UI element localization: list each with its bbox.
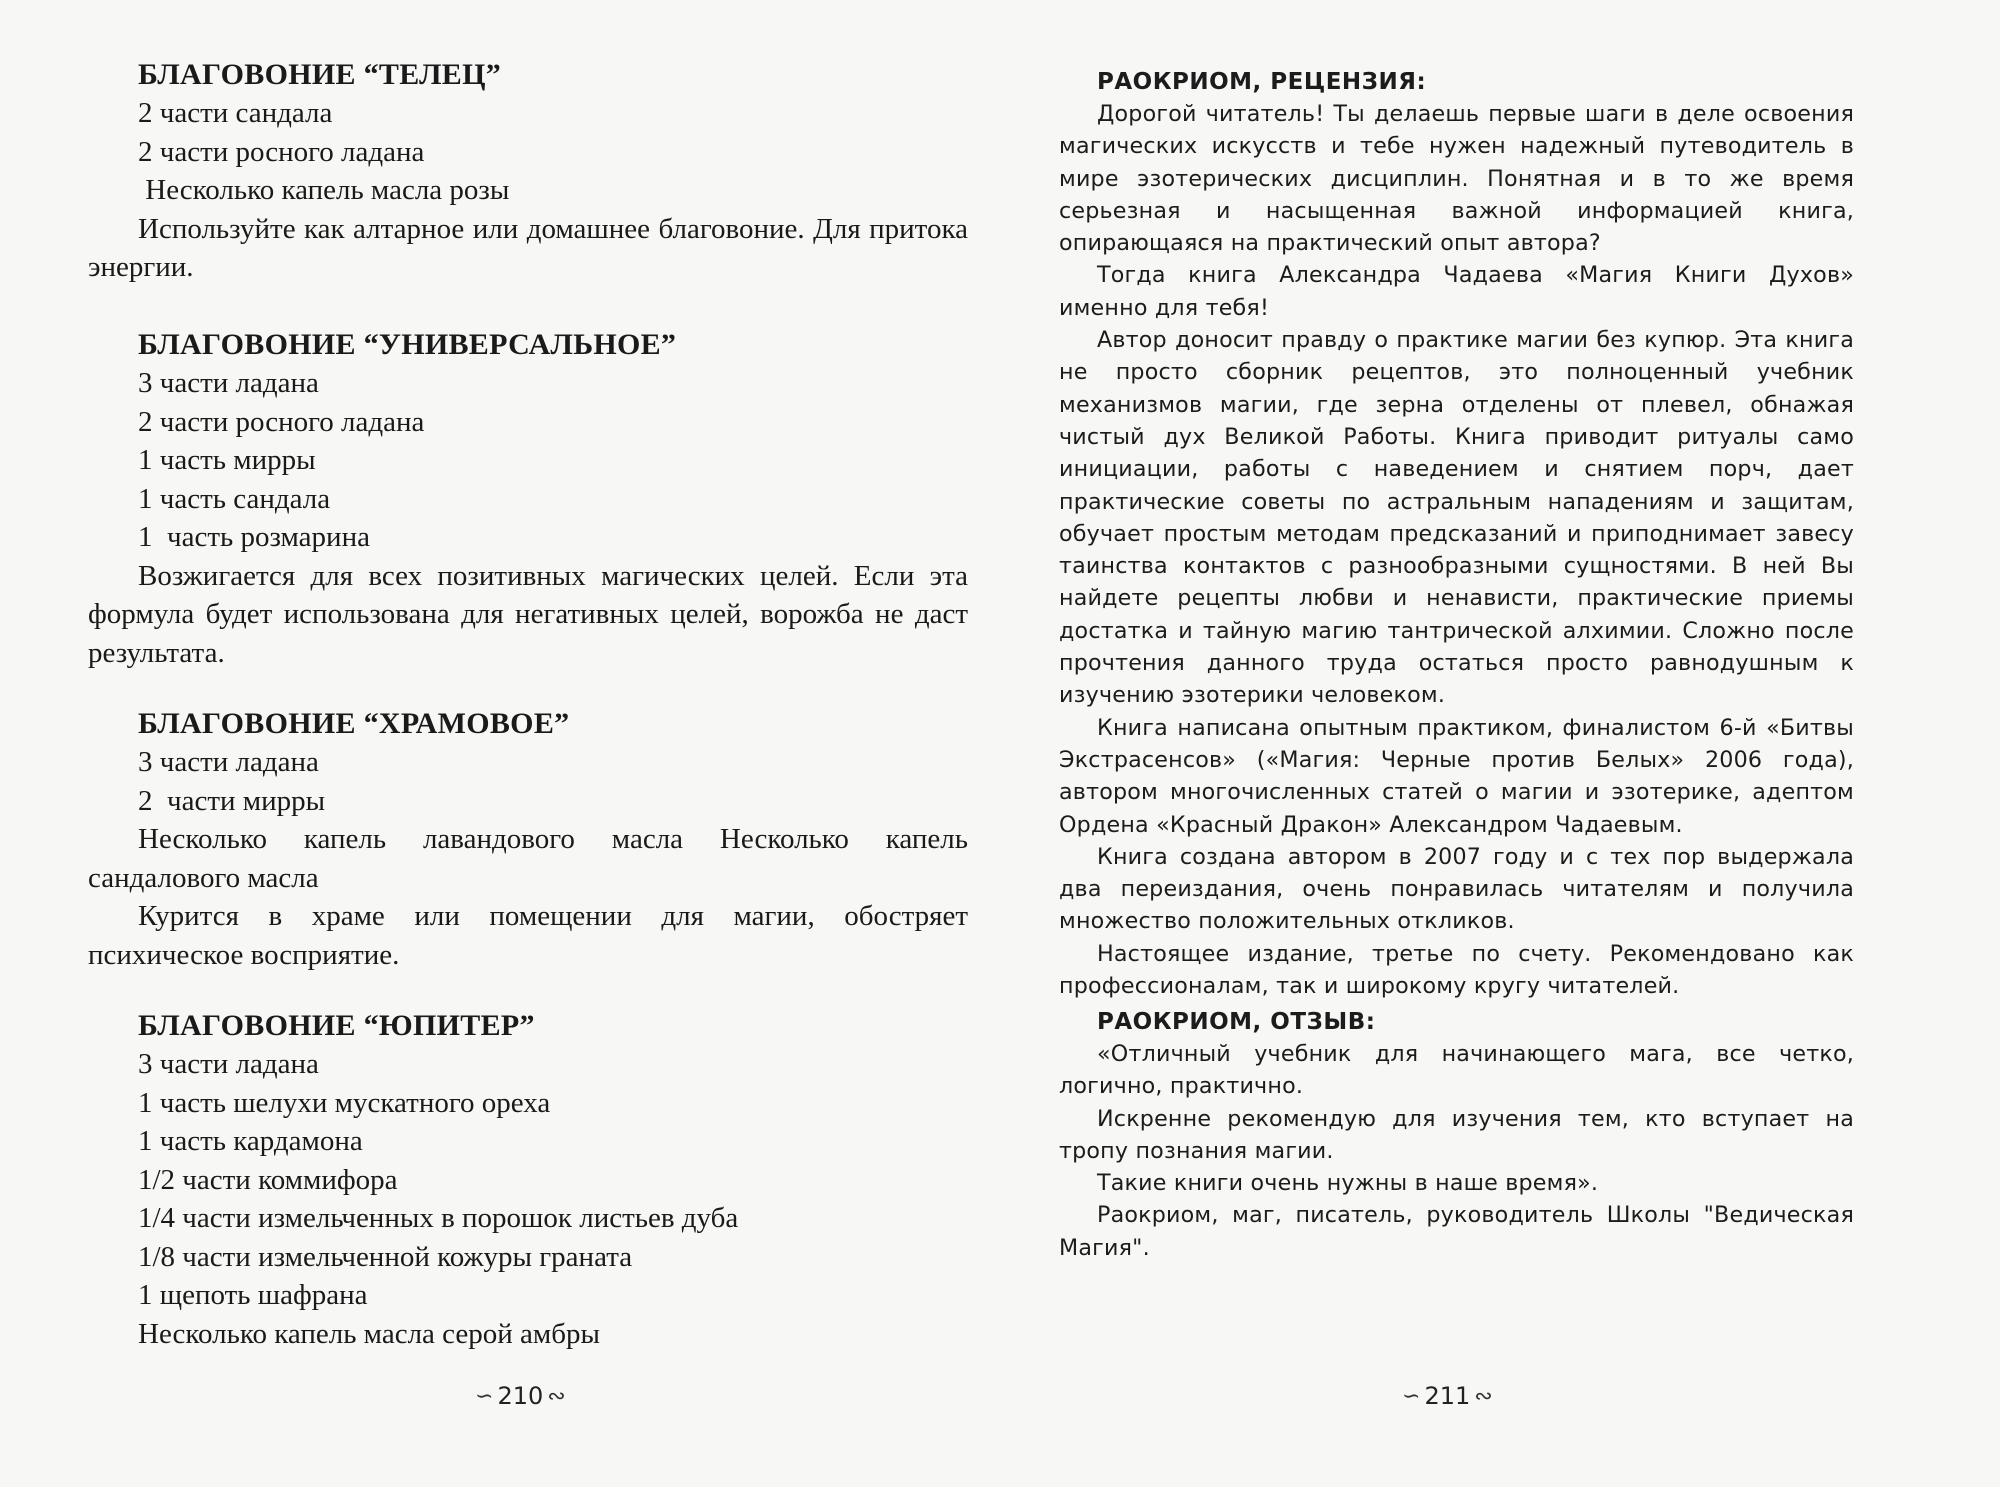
review-paragraph: Тогда книга Александра Чадаева «Магия Книги Духов» именно для тебя! [1059, 262, 1854, 321]
review-heading: РАОКРИОМ, РЕЦЕНЗИЯ: [1097, 69, 1427, 95]
recipe-section-jupiter [88, 1007, 968, 1353]
ornament-right-icon: ∾ [1474, 1383, 1493, 1409]
right-page [1000, 0, 2000, 1487]
ingredient-line: 1 часть мирры [138, 444, 316, 476]
recipe-title: БЛАГОВОНИЕ “ЮПИТЕР” [138, 1009, 535, 1042]
ornament-left-icon: ∽ [475, 1383, 494, 1409]
page-number-value: 211 [1424, 1382, 1471, 1410]
review-paragraph: Книга создана автором в 2007 году и с тех пор выдержала два переиздания, очень понравилась читателям и получила множество положительных откликов. [1059, 843, 1854, 935]
ingredient-line: 1/2 части коммифора [138, 1163, 398, 1196]
recipe-section-telec [88, 56, 968, 287]
review-paragraph: Автор доносит правду о практике магии без купюр. Эта книга не просто сборник рецептов, это полноценный учебник механизмов магии, где зерна отделены от плевел, обнажая чистый дух Великой Работы. Книга приводит ритуалы само инициации, работы с наведением и снятием порч, дает практические советы по астральным нападениям и защитам, обучает простым методам предсказаний и приподнимает завесу таинства контактов с разнообразными сущностями. В ней Вы найдете рецепты любви и ненависти, практические приемы достатка и тайную магию тантрической алхимии. Сложно после прочтения данного труда остаться просто равнодушным к изучению эзотерики человеком. [1059, 327, 1854, 709]
feedback-paragraph: «Отличный учебник для начинающего мага, все четко, логично, практично. [1059, 1041, 1854, 1100]
recipe-description: Используйте как алтарное или домашнее благовоние. Для притока энергии. [88, 212, 968, 283]
recipe-description: Возжигается для всех позитивных магических целей. Если эта формула будет использована для негативных целей, ворожба не даст результата. [88, 559, 968, 669]
ingredient-line: 2 части мирры [138, 784, 326, 817]
ingredient-line: 3 части ладана [138, 746, 319, 778]
ingredient-line: 1 часть розмарина [138, 521, 370, 553]
ingredient-line: 2 части росного ладана [138, 405, 425, 438]
recipe-extra: Несколько капель лавандового масла Несколько капель сандалового масла [88, 823, 968, 894]
recipe-section-universal [88, 326, 968, 672]
recipe-section-temple [88, 705, 968, 974]
review-paragraph: Настоящее издание, третье по счету. Рекомендовано как профессионалам, так и широкому кругу читателей. [1059, 940, 1854, 1000]
recipe-description: Курится в храме или помещении для магии, обостряет психическое восприятие. [88, 900, 968, 971]
ingredient-line: 1/8 части измельченной кожуры граната [138, 1240, 633, 1273]
feedback-paragraph: Искренне рекомендую для изучения тем, кто вступает на тропу познания магии. [1059, 1105, 1854, 1164]
ingredient-line: 3 части ладана [138, 367, 319, 399]
recipe-title: БЛАГОВОНИЕ “ТЕЛЕЦ” [138, 58, 502, 91]
recipe-title: БЛАГОВОНИЕ “ХРАМОВОЕ” [138, 707, 570, 740]
ingredient-line: 3 части ладана [138, 1048, 319, 1080]
ingredient-line: 1 щепоть шафрана [138, 1279, 368, 1311]
ornament-right-icon: ∾ [547, 1383, 566, 1409]
ornament-left-icon: ∽ [1402, 1383, 1421, 1409]
page-number [475, 1382, 566, 1410]
feedback-paragraph: Раокриом, маг, писатель, руководитель Школы "Ведическая Магия". [1059, 1202, 1854, 1261]
page-number [1402, 1382, 1493, 1410]
ingredient-line: Несколько капель масла серой амбры [138, 1317, 601, 1350]
feedback-paragraph: Такие книги очень нужны в наше время». [1097, 1170, 1599, 1197]
review-paragraph: Книга написана опытным практиком, финалистом 6-й «Битвы Экстрасенсов» («Магия: Черные против Белых» 2006 года), автором многочисленных статей о магии и эзотерике, адептом Ордена «Красный Дракон» Александром Чадаевым. [1059, 714, 1854, 838]
ingredient-line: 1 часть кардамона [138, 1125, 363, 1157]
ingredient-line: Несколько капель масла розы [138, 174, 510, 206]
review-paragraph: Дорогой читатель! Ты делаешь первые шаги в деле освоения магических искусств и тебе нужен надежный путеводитель в мире эзотерических дисциплин. Понятная и в то же время серьезная и насыщенная важной информацией книга, опирающаяся на практический опыт автора? [1059, 101, 1854, 257]
ingredient-line: 2 части сандала [138, 97, 333, 129]
review-section [1059, 66, 1854, 1002]
ingredient-line: 1 часть сандала [138, 482, 331, 515]
ingredient-line: 1 часть шелухи мускатного ореха [138, 1086, 551, 1119]
recipe-title: БЛАГОВОНИЕ “УНИВЕРСАЛЬНОЕ” [138, 328, 677, 361]
page-number-value: 210 [497, 1382, 544, 1410]
ingredient-line: 1/4 части измельченных в порошок листьев дуба [138, 1202, 739, 1234]
feedback-heading: РАОКРИОМ, ОТЗЫВ: [1097, 1009, 1376, 1035]
ingredient-line: 2 части росного ладана [138, 135, 425, 168]
feedback-section [1059, 1006, 1854, 1264]
